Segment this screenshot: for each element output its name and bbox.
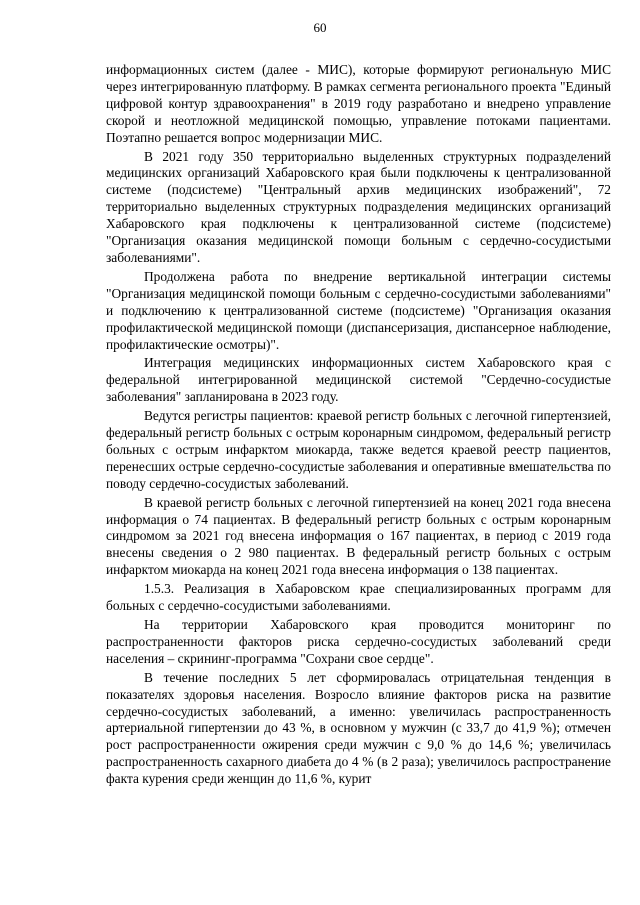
paragraph: Продолжена работа по внедрение вертикальной интеграции системы "Организация медицинской помощи больным с сердечно-сосудистыми заболеваниями" и подключению к централизованной системе (подсистеме) "Организация оказания профилактической медицинской помощи (диспансеризация, диспансерное наблюдение, профилактические осмотры)". (106, 268, 611, 352)
paragraph: На территории Хабаровского края проводится мониторинг по распространенности факторов риска сердечно-сосудистых заболеваний среди населения – скрининг-программа "Сохрани свое сердце". (106, 617, 611, 666)
paragraph: Ведутся регистры пациентов: краевой регистр больных с легочной гипертензией, федеральный регистр больных с острым коронарным синдромом, федеральный регистр больных с острым инфарктом миокарда, также ведется краевой реестр пациентов, перенесших острые сердечно-сосудистые заболевания и оперативные вмешательства по поводу сердечно-сосудистых заболеваний. (106, 408, 611, 491)
paragraph: В краевой регистр больных с легочной гипертензией на конец 2021 года внесена информация о 74 пациентах. В федеральный регистр больных с острым коронарным синдромом за 2021 год внесена информация о 167 пациентах, в период с 2019 года внесены сведения о 2 980 пациентах. В федеральный регистр больных с острым инфарктом миокарда на конец 2021 года внесена информация о 138 пациентах. (106, 494, 611, 578)
paragraph: информационных систем (далее - МИС), которые формируют региональную МИС через интегрированную платформу. В рамках сегмента регионального проекта "Единый цифровой контур здравоохранения" в 2019 году разработано и внедрено управление скорой и неотложной медицинской помощью, управление потоками пациентами. Поэтапно решается вопрос модернизации МИС. (106, 62, 611, 145)
section-heading: 1.5.3. Реализация в Хабаровском крае специализированных программ для больных с сердечно-сосудистыми заболеваниями. (106, 581, 611, 614)
page-number: 60 (313, 20, 327, 35)
paragraph: В 2021 году 350 территориально выделенных структурных подразделений медицинских организаций Хабаровского края были подключены к централизованной системе (подсистеме) "Центральный архив медицинских изображений", 72 территориально выделенных структурных подразделения медицинских организаций Хабаровского края подключены к централизованной системе (подсистеме) "Организация оказания медицинской помощи больным с сердечно-сосудистыми заболеваниями". (106, 148, 611, 265)
paragraph: В течение последних 5 лет сформировалась отрицательная тенденция в показателях здоровья населения. Возросло влияние факторов риска на развитие сердечно-сосудистых заболеваний, а именно: увеличилась распространенность артериальной гипертензии до 43 %, в основном у мужчин (с 33,7 до 41,9 %); отмечен рост распространенности ожирения среди мужчин с 9,0 % до 14,6 %; увеличилась распространенность сахарного диабета до 4 % (в 2 раза); увеличилось распространение факта курения среди женщин до 11,6 %, курит (106, 669, 611, 787)
document-body (106, 62, 611, 790)
paragraph: Интеграция медицинских информационных систем Хабаровского края с федеральной интегрированной медицинской системой "Сердечно-сосудистые заболевания" запланирована в 2023 году. (106, 355, 611, 405)
